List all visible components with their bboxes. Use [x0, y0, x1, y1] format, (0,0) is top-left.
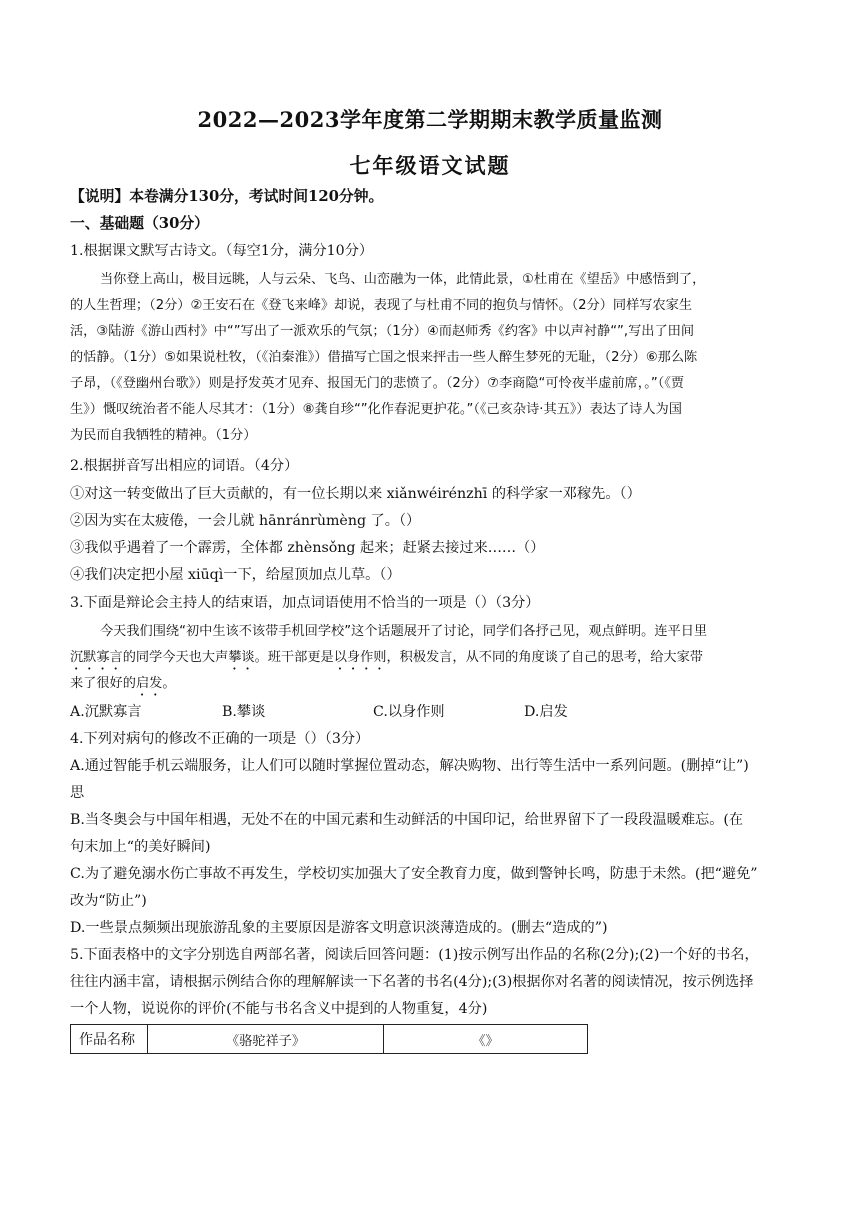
passage-text: ，积极发言，从不同的角度谈了自己的思考，给大家带 [386, 650, 703, 665]
q5-stem-line-3: 一个人物，说说你的评价(不能与书名含义中提到的人物重复，4分) [70, 1001, 488, 1017]
passage-text: 来了很好的 [70, 676, 136, 691]
q1-line-1: 当你登上高山，极目远眺，人与云朵、飞鸟、山峦融为一体，此情此景，①杜甫在《望岳》中感悟到了， [100, 272, 706, 287]
dotted-word: 以身作则 [333, 650, 387, 665]
table-header-cell: 作品名称 [71, 1025, 148, 1054]
dotted-word: 启发 [135, 676, 163, 691]
exam-subtitle: 七年级语文试题 [349, 153, 511, 178]
q3-passage-line-1: 今天我们围绕“初中生该不该带手机回学校”这个话题展开了讨论，同学们各抒己见，观点鲜明。连平日里 [100, 624, 708, 639]
q1-line-7: 为民而自我牺牲的精神。（1分） [70, 428, 257, 443]
dotted-word: 攀谈 [228, 650, 255, 665]
section-heading: 一、基础题（30分） [70, 215, 209, 232]
table-row [71, 1025, 588, 1054]
q2-stem: 2.根据拼音写出相应的词语。（4分） [70, 458, 299, 474]
q1-line-6: 生》）慨叹统治者不能人尽其才：（1分）⑧龚自珍“”化作春泥更护花。”（《己亥杂诗·其五》）表达了诗人为国 [70, 402, 682, 417]
q4-stem: 4.下列对病句的修改不正确的一项是（）（3分） [70, 731, 370, 747]
dotted-word: 沉默寡言 [70, 650, 123, 665]
q3-passage-line-2 [70, 648, 792, 673]
table-cell: 《》 [384, 1025, 588, 1054]
q2-item-4: ④我们决定把小屋 xiūqì一下，给屋顶加点儿草。（） [70, 567, 401, 583]
q4-option-c-cont: 改为“防止”) [70, 893, 147, 909]
q5-stem-line-1: 5.下面表格中的文字分别选自两部名著，阅读后回答问题：(1)按示例写出作品的名称(2分);(2)一个好的书名， [70, 947, 759, 963]
table-cell: 《骆驼祥子》 [148, 1025, 384, 1054]
q4-option-b: B.当冬奥会与中国年相遇，无处不在的中国元素和生动鲜活的中国印记，给世界留下了一段段温暖难忘。(在 [70, 812, 744, 828]
exam-note: 【说明】本卷满分130分，考试时间120分钟。 [70, 188, 384, 205]
q4-option-b-cont: 句末加上“的美好瞬间) [70, 839, 211, 855]
q1-line-5: 子昂，（《登幽州台歌》）则是抒发英才见弃、报国无门的悲愤了。（2分）⑦李商隐“可怜夜半虚前席，。”（《贾 [70, 376, 685, 391]
q2-item-1: ①对这一转变做出了巨大贡献的，有一位长期以来 xiǎnwéirénzhī 的科学家一邓稼先。（） [70, 486, 641, 502]
works-table [70, 1024, 588, 1054]
q3-passage-line-3 [70, 674, 792, 699]
q3-option-d: D.启发 [524, 704, 568, 720]
q3-option-b: B.攀谈 [222, 704, 266, 720]
q1-stem: 1.根据课文默写古诗文。（每空1分，满分10分） [70, 243, 374, 259]
q2-item-3: ③我似乎遇着了一个霹雳，全体都 zhènsǒng 起来；赶紧去接过来……（） [70, 540, 545, 556]
q3-option-c: C.以身作则 [373, 704, 445, 720]
q5-stem-line-2: 往往内涵丰富，请根据示例结合你的理解解读一下名著的书名(4分);(3)根据你对名著的阅读情况，按示例选择 [70, 974, 754, 990]
exam-title: 2022—2023学年度第二学期期末教学质量监测 [197, 107, 663, 132]
q1-line-3: 活，③陆游《游山西村》中“”写出了一派欢乐的气氛；（1分）④而赵师秀《约客》中以声衬静“”,写出了田间 [70, 324, 695, 339]
q4-option-a-cont: 思 [70, 785, 85, 801]
q3-stem: 3.下面是辩论会主持人的结束语，加点词语使用不恰当的一项是（）（3分） [70, 595, 540, 611]
q2-item-2: ②因为实在太疲倦，一会儿就 hānránrùmèng 了。（） [70, 513, 421, 529]
q4-option-d: D.一些景点频频出现旅游乱象的主要原因是游客文明意识淡薄造成的。(删去“造成的”) [70, 920, 608, 936]
q1-line-2: 的人生哲理；（2分）②王安石在《登飞来峰》却说，表现了与杜甫不同的抱负与情怀。（2分）同样写农家生 [70, 298, 693, 313]
passage-text: 。班干部更是 [254, 650, 334, 665]
q1-line-4: 的恬静。（1分）⑤如果说杜牧，（《泊秦淮》）借描写亡国之恨来抨击一些人醉生梦死的无耻，（2分）⑥那么陈 [70, 350, 698, 365]
passage-text: 。 [162, 676, 176, 691]
q4-option-c: C.为了避免溺水伤亡事故不再发生，学校切实加强大了安全教育力度，做到警钟长鸣，防患于未然。(把“避免” [70, 866, 758, 882]
q3-option-a: A.沉默寡言 [70, 704, 142, 720]
passage-text: 的同学今天也大声 [122, 650, 229, 665]
q4-option-a: A.通过智能手机云端服务，让人们可以随时掌握位置动态，解决购物、出行等生活中一系列问题。(删掉“让”) [70, 758, 749, 774]
